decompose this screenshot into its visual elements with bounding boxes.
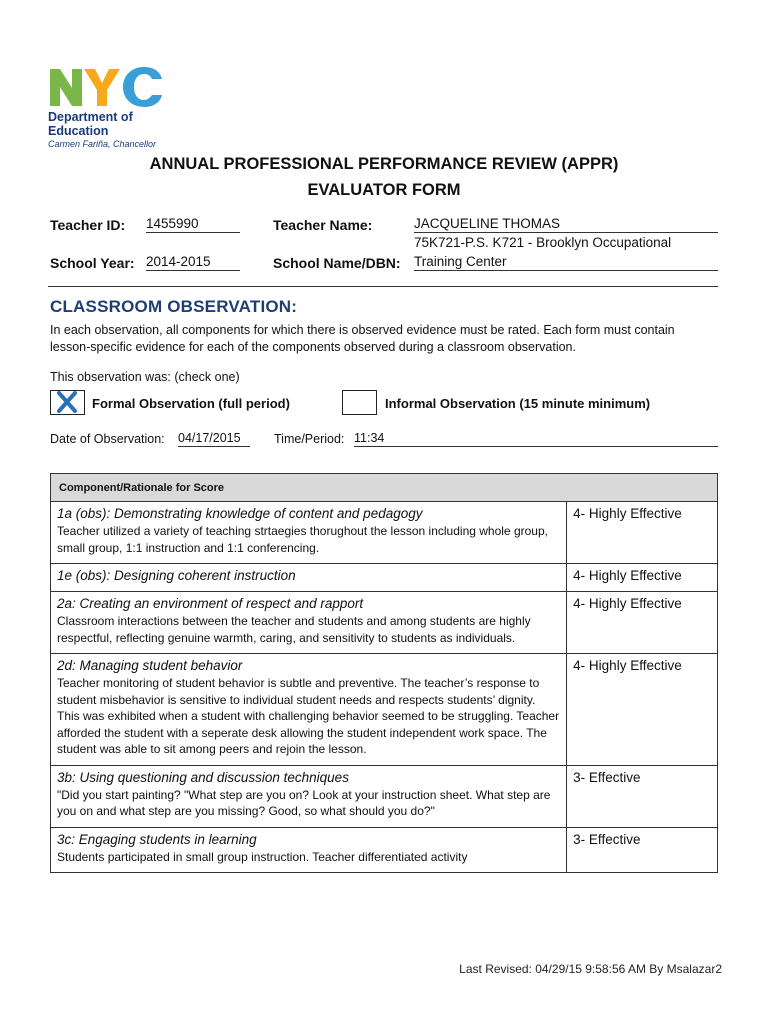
component-name: 1e (obs): Designing coherent instruction [57, 568, 296, 583]
school-year-field[interactable]: 2014-2015 [146, 254, 240, 271]
component-rationale: Students participated in small group instruction. Teacher differentiated activity [57, 849, 468, 864]
component-name: 3b: Using questioning and discussion techniques [57, 769, 349, 785]
component-cell[interactable] [51, 592, 567, 654]
check-prompt: This observation was: (check one) [50, 370, 240, 384]
table-row [51, 502, 718, 564]
chancellor-name: Carmen Fariña, Chancellor [48, 139, 157, 149]
teacher-id-label: Teacher ID: [50, 217, 126, 233]
component-name: 2a: Creating an environment of respect and rapport [57, 596, 364, 611]
component-name: 1a (obs): Demonstrating knowledge of content and pedagogy [57, 506, 423, 521]
components-table [50, 473, 718, 873]
component-name: 2d: Managing student behavior [57, 658, 243, 673]
rating-cell[interactable]: 3- Effective [567, 827, 718, 873]
component-name: 3c: Engaging students in learning [57, 831, 257, 847]
informal-observation-checkbox[interactable] [342, 390, 377, 415]
component-rationale: Teacher utilized a variety of teaching strtaegies thorughout the lesson including whole group, small group, 1:1 instruction and 1:1 conferencing. [57, 524, 548, 555]
school-name-label: School Name/DBN: [273, 255, 401, 271]
form-subtitle: EVALUATOR FORM [307, 181, 461, 199]
component-cell[interactable] [51, 827, 567, 873]
teacher-id-field[interactable]: 1455990 [146, 216, 240, 233]
last-revised-footer: Last Revised: 04/29/15 9:58:56 AM By Msalazar2 [459, 962, 722, 976]
component-rationale: Classroom interactions between the teacher and students and among students are highly respectful, reflecting genuine warmth, caring, and sensitivity to students as individuals. [57, 614, 531, 645]
formal-observation-label: Formal Observation (full period) [92, 396, 290, 411]
component-cell[interactable] [51, 564, 567, 592]
rating-cell[interactable]: 3- Effective [567, 765, 718, 827]
component-rationale: Teacher monitoring of student behavior is subtle and preventive. The teacher’s response to student misbehavior is sensitive to individual student needs and respects students’ dignity. This was exhibited when a student with challenging behavior seemed to be struggling. Teacher afforded the student with a seperate desk allowing the student independent work space. The student was able to sit among peers and rejoin the lesson. [57, 676, 560, 756]
formal-observation-checkbox[interactable] [50, 390, 85, 415]
table-row [51, 564, 718, 592]
component-cell[interactable] [51, 502, 567, 564]
section-intro: In each observation, all components for which there is observed evidence must be rated. Each form must contain lesson-specific evidence for each of the components observed during a classroom observation. [50, 323, 675, 354]
section-title: CLASSROOM OBSERVATION: [50, 297, 298, 316]
time-field[interactable]: 11:34 [354, 431, 718, 447]
teacher-name-field[interactable]: JACQUELINE THOMAS [414, 216, 718, 233]
divider [48, 286, 718, 287]
teacher-name-label: Teacher Name: [273, 217, 373, 233]
school-year-label: School Year: [50, 255, 135, 271]
date-field[interactable]: 04/17/2015 [178, 431, 250, 447]
informal-observation-label: Informal Observation (15 minute minimum) [385, 396, 651, 411]
table-row [51, 827, 718, 873]
component-cell[interactable] [51, 765, 567, 827]
nyc-doe-logo [48, 66, 178, 149]
department-name: Department of Education [48, 110, 133, 138]
table-row [51, 592, 718, 654]
checkmark-x-icon [51, 391, 83, 413]
rating-cell[interactable]: 4- Highly Effective [567, 502, 718, 564]
component-cell[interactable] [51, 654, 567, 766]
table-row [51, 765, 718, 827]
time-label: Time/Period: [274, 432, 345, 446]
component-rationale: "Did you start painting? "What step are you on? Look at your instruction sheet. What step are you on and what step are you missing? Good, so what should you do?" [57, 787, 551, 818]
school-name-line2[interactable]: Training Center [414, 254, 718, 271]
nyc-wordmark [48, 66, 166, 108]
table-row [51, 654, 718, 766]
rating-cell[interactable]: 4- Highly Effective [567, 654, 718, 766]
table-header: Component/Rationale for Score [51, 474, 718, 502]
date-label: Date of Observation: [50, 432, 165, 446]
rating-cell[interactable]: 4- Highly Effective [567, 564, 718, 592]
rating-cell[interactable]: 4- Highly Effective [567, 592, 718, 654]
school-name-line1[interactable]: 75K721-P.S. K721 - Brooklyn Occupational [414, 235, 672, 250]
form-title: ANNUAL PROFESSIONAL PERFORMANCE REVIEW (APPR) [149, 155, 619, 173]
